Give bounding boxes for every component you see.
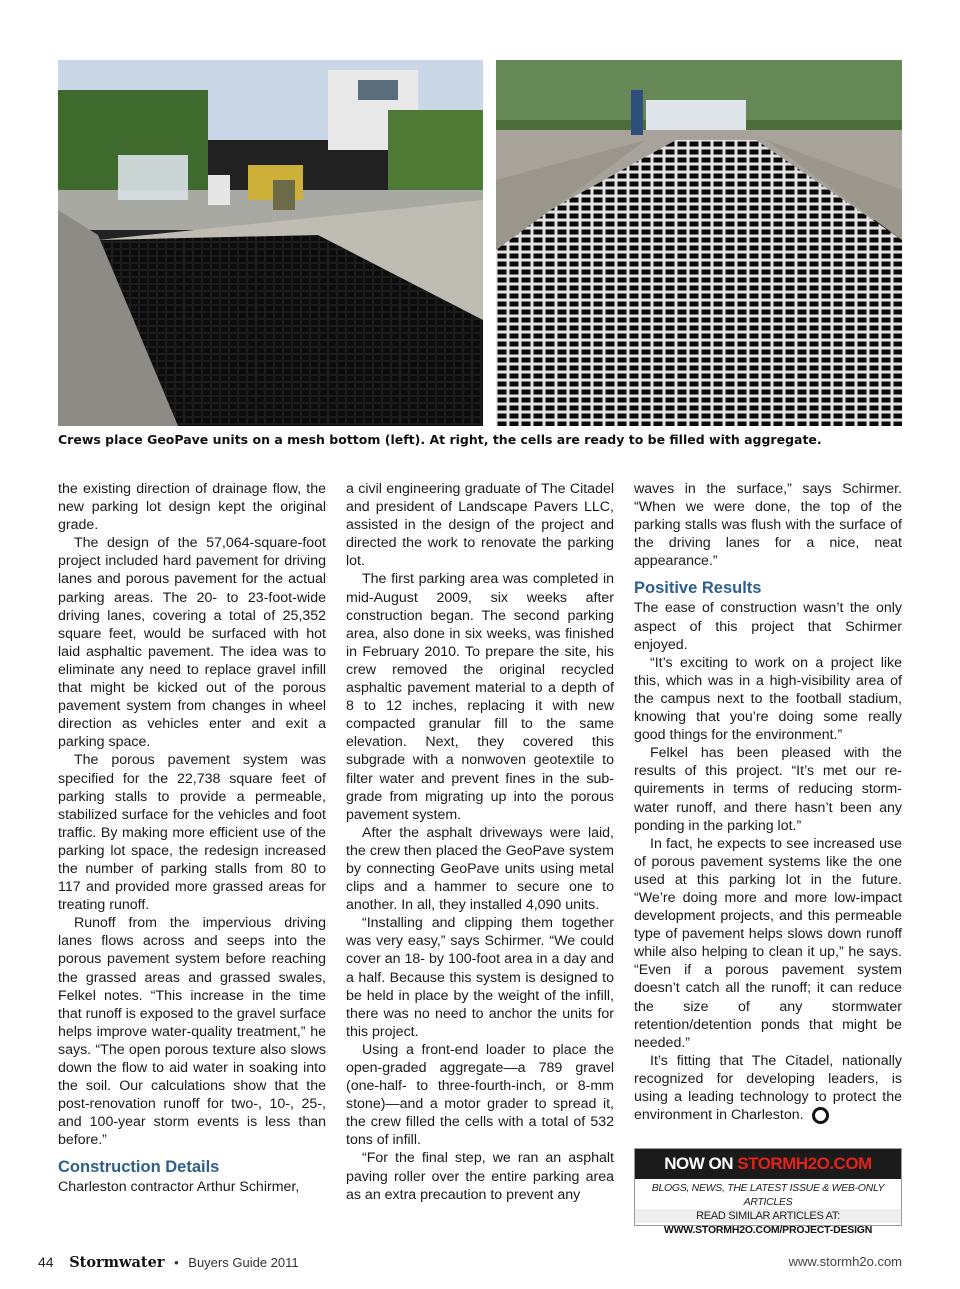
article-column-1 <box>58 480 326 1197</box>
photo-left-illustration <box>58 60 483 426</box>
article-column-2 <box>346 480 614 1204</box>
promo-url-link[interactable]: WWW.STORMH2O.COM/PROJECT-DESIGN <box>663 1224 873 1236</box>
stormh2o-promo-box[interactable] <box>634 1148 902 1236</box>
paragraph-final-text: It’s fitting that The Citadel, nationally recognized for developing leaders, is using a leading technology to protect the environment in Charleston. <box>634 1052 902 1124</box>
page-number: 44 <box>38 1254 54 1270</box>
paragraph: The ease of construction wasn’t the only aspect of this project that Schirmer enjoyed. <box>634 600 902 653</box>
paragraph: After the asphalt driveways were laid, the crew then placed the GeoPave system by connecting GeoPave units using metal clips and a hammer to secure one to another. In all, they installed 4,090 units. <box>346 824 614 914</box>
magazine-name: Stormwater <box>69 1254 165 1271</box>
issue-name: Buyers Guide 2011 <box>188 1255 299 1270</box>
paragraph: The first parking area was completed in mid-August 2009, six weeks after construction began. The second parking area, also done in six weeks, was finished in February 2010. To prepare the site, his crew removed the original recycled asphaltic pavement material to a depth of 8 to 12 inches, replacing it with new compacted granular fill to the same elevation. Next, they covered this subgrade with a nonwoven geotextile to filter water and prevent fines in the subgrade from migrating up into the porous pavement system. <box>346 571 614 823</box>
footer-website[interactable]: www.stormh2o.com <box>788 1254 902 1269</box>
paragraph: The design of the 57,064-square-foot project included hard pavement for driving lanes and porous pavement for the actual parking areas. The 20- to 23-foot-wide driving lanes, covering a total of 25,352 square feet, would be surfaced with hot laid asphaltic pavement. The idea was to eliminate any need to replace gravel infill that might be kicked out of the porous pavement system from changes in wheel direction as vehicles enter and exit a parking space. <box>58 535 326 751</box>
paragraph: In fact, he expects to see increased use of porous pavement systems like the one used at this parking lot in the future. “We’re doing more and more low-impact development projects, and this permeable type of pavement helps slows down runoff while also helping to clean it up,” he says. “Even if a porous pavement system doesn’t catch all the runoff; it can reduce the size of any stormwater retention/detention ponds that might be needed.” <box>634 835 902 1051</box>
photo-crew-placing-geopave <box>58 60 483 426</box>
paragraph: a civil engineering graduate of The Citadel and president of Landscape Pavers LLC, assisted in the design of the project and directed the work to renovate the parking lot. <box>346 481 614 570</box>
paragraph: The porous pavement system was specified for the 22,738 square feet of parking stalls to provide a permeable, stabilized surface for the vehicles and foot traffic. By making more efficient use of the parking lot space, the redesign increased the number of parking stalls from 80 to 117 and provided more grassed areas for treating runoff. <box>58 752 326 914</box>
article-column-3 <box>634 480 902 1124</box>
photo-caption: Crews place GeoPave units on a mesh bottom (left). At right, the cells are ready to be filled with aggregate. <box>58 432 822 447</box>
end-of-article-icon <box>812 1107 829 1124</box>
paragraph: “Installing and clipping them together was very easy,” says Schirmer. “We could cover an 18- by 100-foot area in a day and a half. Because this system is designed to be held in place by the weight of the infill, there was no need to anchor the units for this project. <box>346 915 614 1040</box>
paragraph: “It’s exciting to work on a project like this, which was in a high-visibility area of the campus next to the football stadium, knowing that you’re doing some really good things for the environment.” <box>634 654 902 744</box>
section-heading-construction-details: Construction Details <box>58 1158 220 1177</box>
photo-right-illustration <box>496 60 902 426</box>
footer-separator: • <box>174 1255 179 1270</box>
promo-title-prefix: NOW ON <box>664 1154 734 1173</box>
paragraph: waves in the surface,” says Schirmer. “When we were done, the top of the parking stalls was flush with the surface of the driving lanes for a nice, neat appearance.” <box>634 481 902 570</box>
paragraph: the existing direction of drainage flow, the new parking lot design kept the original grade. <box>58 481 326 534</box>
section-heading-positive-results: Positive Results <box>634 579 762 598</box>
paragraph-final <box>634 1052 902 1124</box>
paragraph: “For the final step, we ran an asphalt paving roller over the entire parking area as an extra precaution to prevent any <box>346 1150 614 1203</box>
page-footer-left <box>38 1254 299 1271</box>
paragraph: Runoff from the impervious driving lanes flows across and seeps into the porous pavement system before reaching the grassed areas and grassed swales, Felkel notes. “This increase in the time that runoff is exposed to the gravel surface helps improve water-quality treatment,” he says. “The open porous texture also slows down the flow to aid water in soaking into the soil. Our calculations show that the post-renovation runoff for two-, 10-, 25-, and 100-year storm events is less than before.” <box>58 915 326 1149</box>
paragraph: Charleston contractor Arthur Schirmer, <box>58 1179 300 1196</box>
promo-title-site: STORMH2O.COM <box>737 1154 872 1173</box>
paragraph: Using a front-end loader to place the open-graded aggregate—a 789 gravel (one-half- to three-fourth-inch, or 8-mm stone)—and a motor grader to spread it, the crew filled the cells with a total of 532 tons of infill. <box>346 1041 614 1149</box>
photo-cells-ready <box>496 60 902 426</box>
paragraph: Felkel has been pleased with the results of this project. “It’s met our requirements in terms of reducing stormwater runoff, and there hasn’t been any ponding in the parking lot.” <box>634 745 902 834</box>
promo-title <box>635 1149 901 1179</box>
promo-subtitle: BLOGS, NEWS, THE LATEST ISSUE & WEB-ONLY ARTICLES <box>651 1182 885 1208</box>
promo-read-label: READ SIMILAR ARTICLES AT: <box>635 1209 901 1223</box>
